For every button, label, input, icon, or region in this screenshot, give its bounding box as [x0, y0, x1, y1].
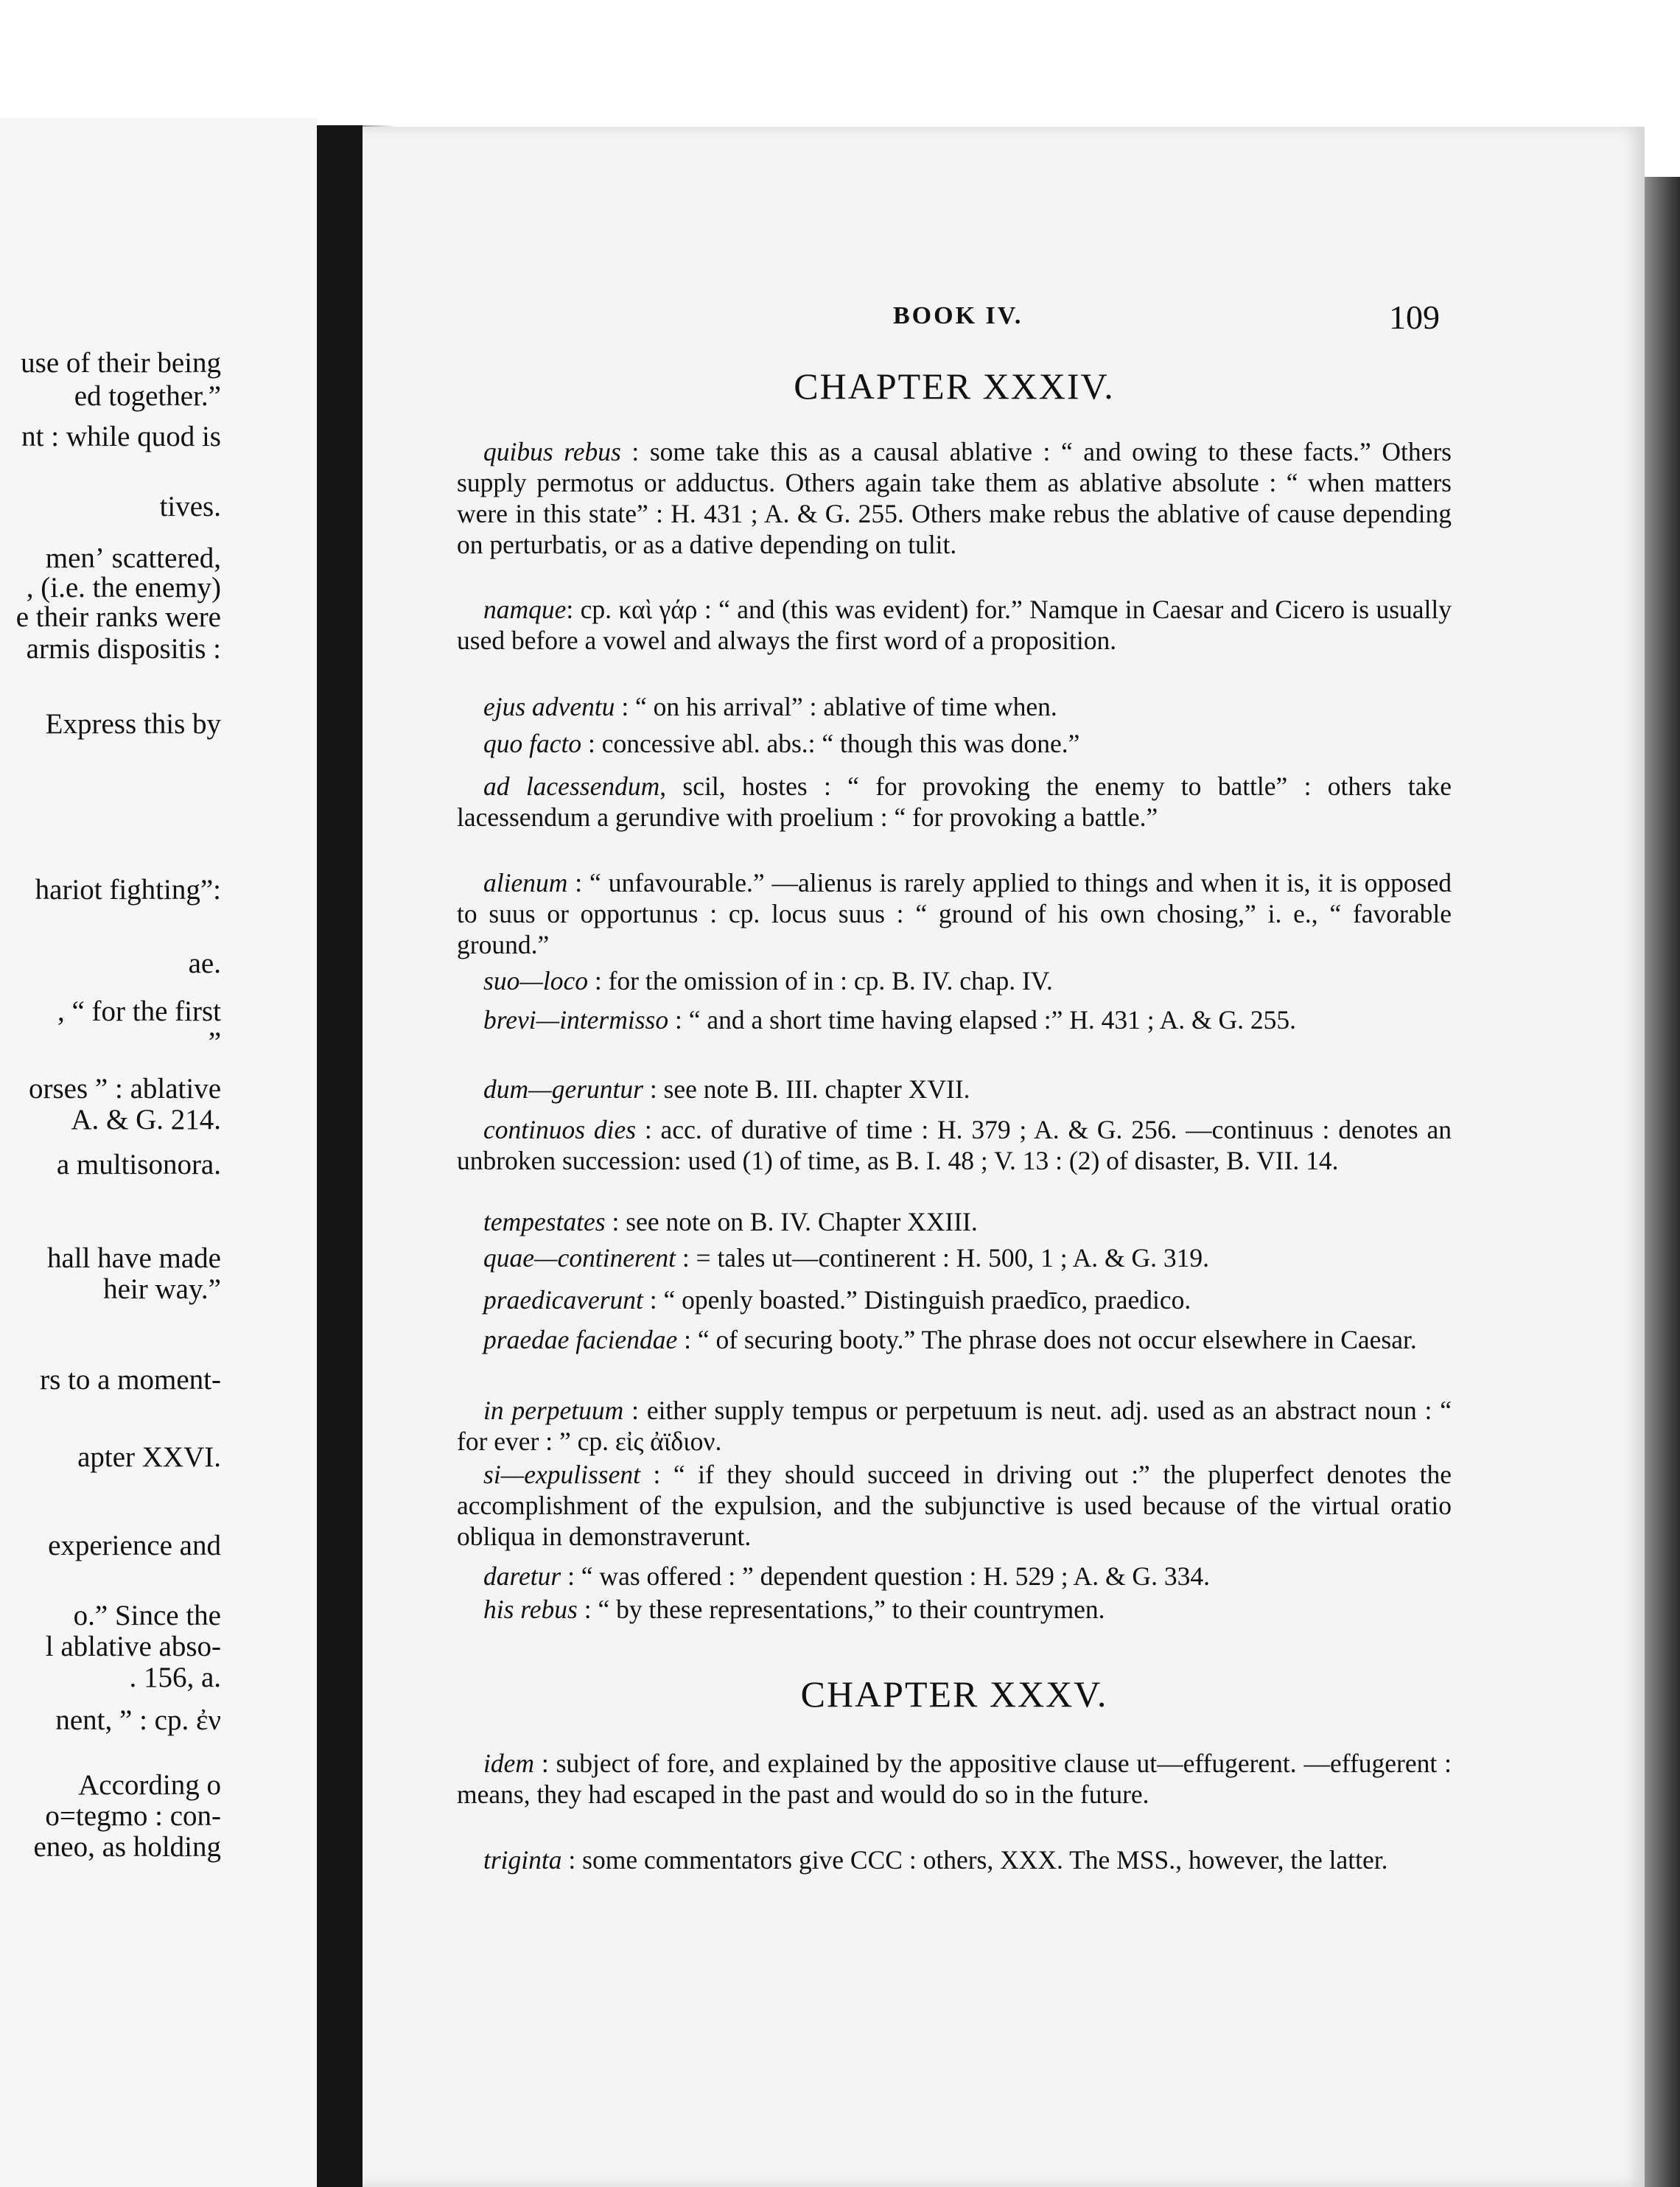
- note-paragraph: [457, 1395, 1452, 1457]
- note-paragraph: [457, 1594, 1452, 1625]
- chapter-34-heading: CHAPTER XXXIV.: [794, 365, 1115, 407]
- left-page-line: a multisonora.: [56, 1149, 221, 1180]
- left-page-line: rs to a moment-: [40, 1364, 221, 1396]
- note-text: : “ and a short time having elapsed :” H. 431 ; A. & G. 255.: [668, 1005, 1296, 1035]
- left-page-line: hariot fighting”:: [35, 874, 221, 906]
- note-text: : “ by these representations,” to their countrymen.: [577, 1595, 1105, 1624]
- note-paragraph: [457, 728, 1452, 759]
- left-page-line: use of their being: [21, 347, 221, 379]
- chapter-35-heading: CHAPTER XXXV.: [800, 1673, 1108, 1715]
- left-page-line: , (i.e. the enemy): [26, 572, 221, 603]
- left-page-line: eneo, as holding: [33, 1831, 221, 1863]
- note-paragraph: [457, 1074, 1452, 1105]
- note-paragraph: [457, 1748, 1452, 1810]
- note-lemma: in perpetuum: [483, 1396, 624, 1425]
- note-text: : for the omission of in : cp. B. IV. chap. IV.: [588, 966, 1053, 995]
- note-text: , scil, hostes : “ for provoking the enemy to battle” : others take lacessendum a gerundive with proelium : “ for provoking a battle.”: [457, 771, 1452, 832]
- left-page-line: tives.: [159, 491, 221, 522]
- note-paragraph: [457, 1114, 1452, 1176]
- left-page-line: o.” Since the: [73, 1600, 221, 1631]
- note-paragraph: [457, 1844, 1452, 1875]
- left-page-line: hall have made: [46, 1242, 221, 1274]
- note-text: : see note B. III. chapter XVII.: [643, 1074, 970, 1104]
- note-text: : = tales ut—continerent : H. 500, 1 ; A. & G. 319.: [675, 1243, 1209, 1273]
- note-lemma: tempestates: [483, 1207, 606, 1236]
- page-edge-shadow: [1645, 177, 1680, 2187]
- book-spine-shadow: [317, 125, 363, 2187]
- note-text: : see note on B. IV. Chapter XXIII.: [605, 1207, 978, 1236]
- left-page-line: Express this by: [45, 708, 221, 740]
- left-page-line: . 156, a.: [129, 1662, 221, 1693]
- note-paragraph: [457, 1459, 1452, 1552]
- note-lemma: namque: [483, 595, 567, 624]
- note-lemma: his rebus: [483, 1595, 578, 1624]
- note-lemma: quibus rebus: [483, 437, 621, 466]
- note-lemma: quae—continerent: [483, 1243, 676, 1273]
- note-lemma: ad lacessendum: [483, 771, 660, 801]
- left-page-line: o=tegmo : con-: [45, 1800, 221, 1832]
- note-paragraph: [457, 691, 1452, 722]
- note-lemma: continuos dies: [483, 1115, 637, 1144]
- note-lemma: brevi—intermisso: [483, 1005, 669, 1035]
- left-page-line: ae.: [188, 948, 221, 979]
- note-text: : subject of fore, and explained by the appositive clause ut—effugerent. —effugerent : means, they had escaped in the past and would do so in the future.: [457, 1749, 1452, 1809]
- left-page-line: According o: [78, 1769, 221, 1801]
- note-text: : “ of securing booty.” The phrase does not occur elsewhere in Caesar.: [677, 1325, 1417, 1354]
- note-text: : “ if they should succeed in driving out :” the pluperfect denotes the accomplishment of the expulsion, and the subjunctive is used because of the virtual oratio obliqua in demonstraverunt.: [457, 1460, 1452, 1551]
- note-paragraph: [457, 436, 1452, 560]
- note-lemma: dum—geruntur: [483, 1074, 643, 1104]
- note-lemma: triginta: [483, 1845, 562, 1875]
- note-lemma: si—expulissent: [483, 1460, 640, 1489]
- note-lemma: ejus adventu: [483, 692, 615, 721]
- note-text: : “ unfavourable.” —alienus is rarely applied to things and when it is, it is opposed to suus or opportunus : cp. locus suus : “ ground of his own chosing,” i. e., “ favorable ground.”: [457, 868, 1452, 959]
- note-text: : some commentators give CCC : others, XXX. The MSS., however, the latter.: [561, 1845, 1388, 1875]
- left-page-line: l ablative abso-: [45, 1631, 221, 1662]
- note-lemma: idem: [483, 1749, 535, 1778]
- note-text: : acc. of durative of time : H. 379 ; A. & G. 256. —continuus : denotes an unbroken succession: used (1) of time, as B. I. 48 ; V. 13 : (2) of disaster, B. VII. 14.: [457, 1115, 1452, 1175]
- note-lemma: praedae faciendae: [483, 1325, 678, 1354]
- note-paragraph: [457, 1284, 1452, 1315]
- note-paragraph: [457, 1242, 1452, 1273]
- left-page-line: apter XXVI.: [77, 1441, 221, 1473]
- note-paragraph: [457, 771, 1452, 833]
- left-page-line: experience and: [48, 1530, 221, 1561]
- note-text: : concessive abl. abs.: “ though this was done.”: [581, 729, 1080, 758]
- left-page-line: armis dispositis :: [26, 633, 221, 665]
- running-head: BOOK IV.: [893, 302, 1023, 329]
- note-lemma: quo facto: [483, 729, 582, 758]
- note-text: : either supply tempus or perpetuum is neut. adj. used as an abstract noun : “ for ever : ” cp. εἰς ἀϊδιον.: [457, 1396, 1452, 1456]
- note-lemma: praedicaverunt: [483, 1285, 643, 1315]
- left-page-line: A. & G. 214.: [71, 1104, 221, 1136]
- note-lemma: suo—loco: [483, 966, 588, 995]
- note-paragraph: [457, 867, 1452, 960]
- left-page-line: nent, ” : cp. ἐν: [55, 1704, 221, 1736]
- note-paragraph: [457, 1004, 1452, 1035]
- left-page-line: nt : while quod is: [21, 421, 221, 452]
- note-text: : some take this as a causal ablative : “ and owing to these facts.” Others supply permotus or adductus. Others again take them as ablative absolute : “ when matters were in this state” : H. 431 ; A. & G. 255. Others make rebus the ablative of cause depending on perturbatis, or as a dative depending on tulit.: [457, 437, 1452, 559]
- note-paragraph: [457, 1206, 1452, 1237]
- note-lemma: alienum: [483, 868, 568, 897]
- left-page-line: ed together.”: [74, 380, 221, 412]
- left-page-line: menʼ scattered,: [45, 542, 221, 574]
- note-paragraph: [457, 1561, 1452, 1592]
- left-page-line: orses ” : ablative: [29, 1073, 221, 1105]
- left-page-line: ”: [208, 1026, 221, 1058]
- note-text: : “ was offered : ” dependent question : H. 529 ; A. & G. 334.: [561, 1561, 1210, 1591]
- note-lemma: daretur: [483, 1561, 561, 1591]
- note-paragraph: [457, 965, 1452, 996]
- left-page-line: , “ for the first: [57, 995, 221, 1027]
- left-page-line: e their ranks were: [15, 601, 221, 633]
- note-paragraph: [457, 594, 1452, 656]
- note-paragraph: [457, 1324, 1452, 1355]
- page-number: 109: [1389, 298, 1440, 336]
- left-page-line: heir way.”: [103, 1273, 221, 1305]
- note-text: : cp. καὶ γάρ : “ and (this was evident) for.” Namque in Caesar and Cicero is usually used before a vowel and always the first word of a proposition.: [457, 595, 1452, 655]
- note-text: : “ on his arrival” : ablative of time when.: [615, 692, 1057, 721]
- note-text: : “ openly boasted.” Distinguish praedīco, praedico.: [643, 1285, 1191, 1315]
